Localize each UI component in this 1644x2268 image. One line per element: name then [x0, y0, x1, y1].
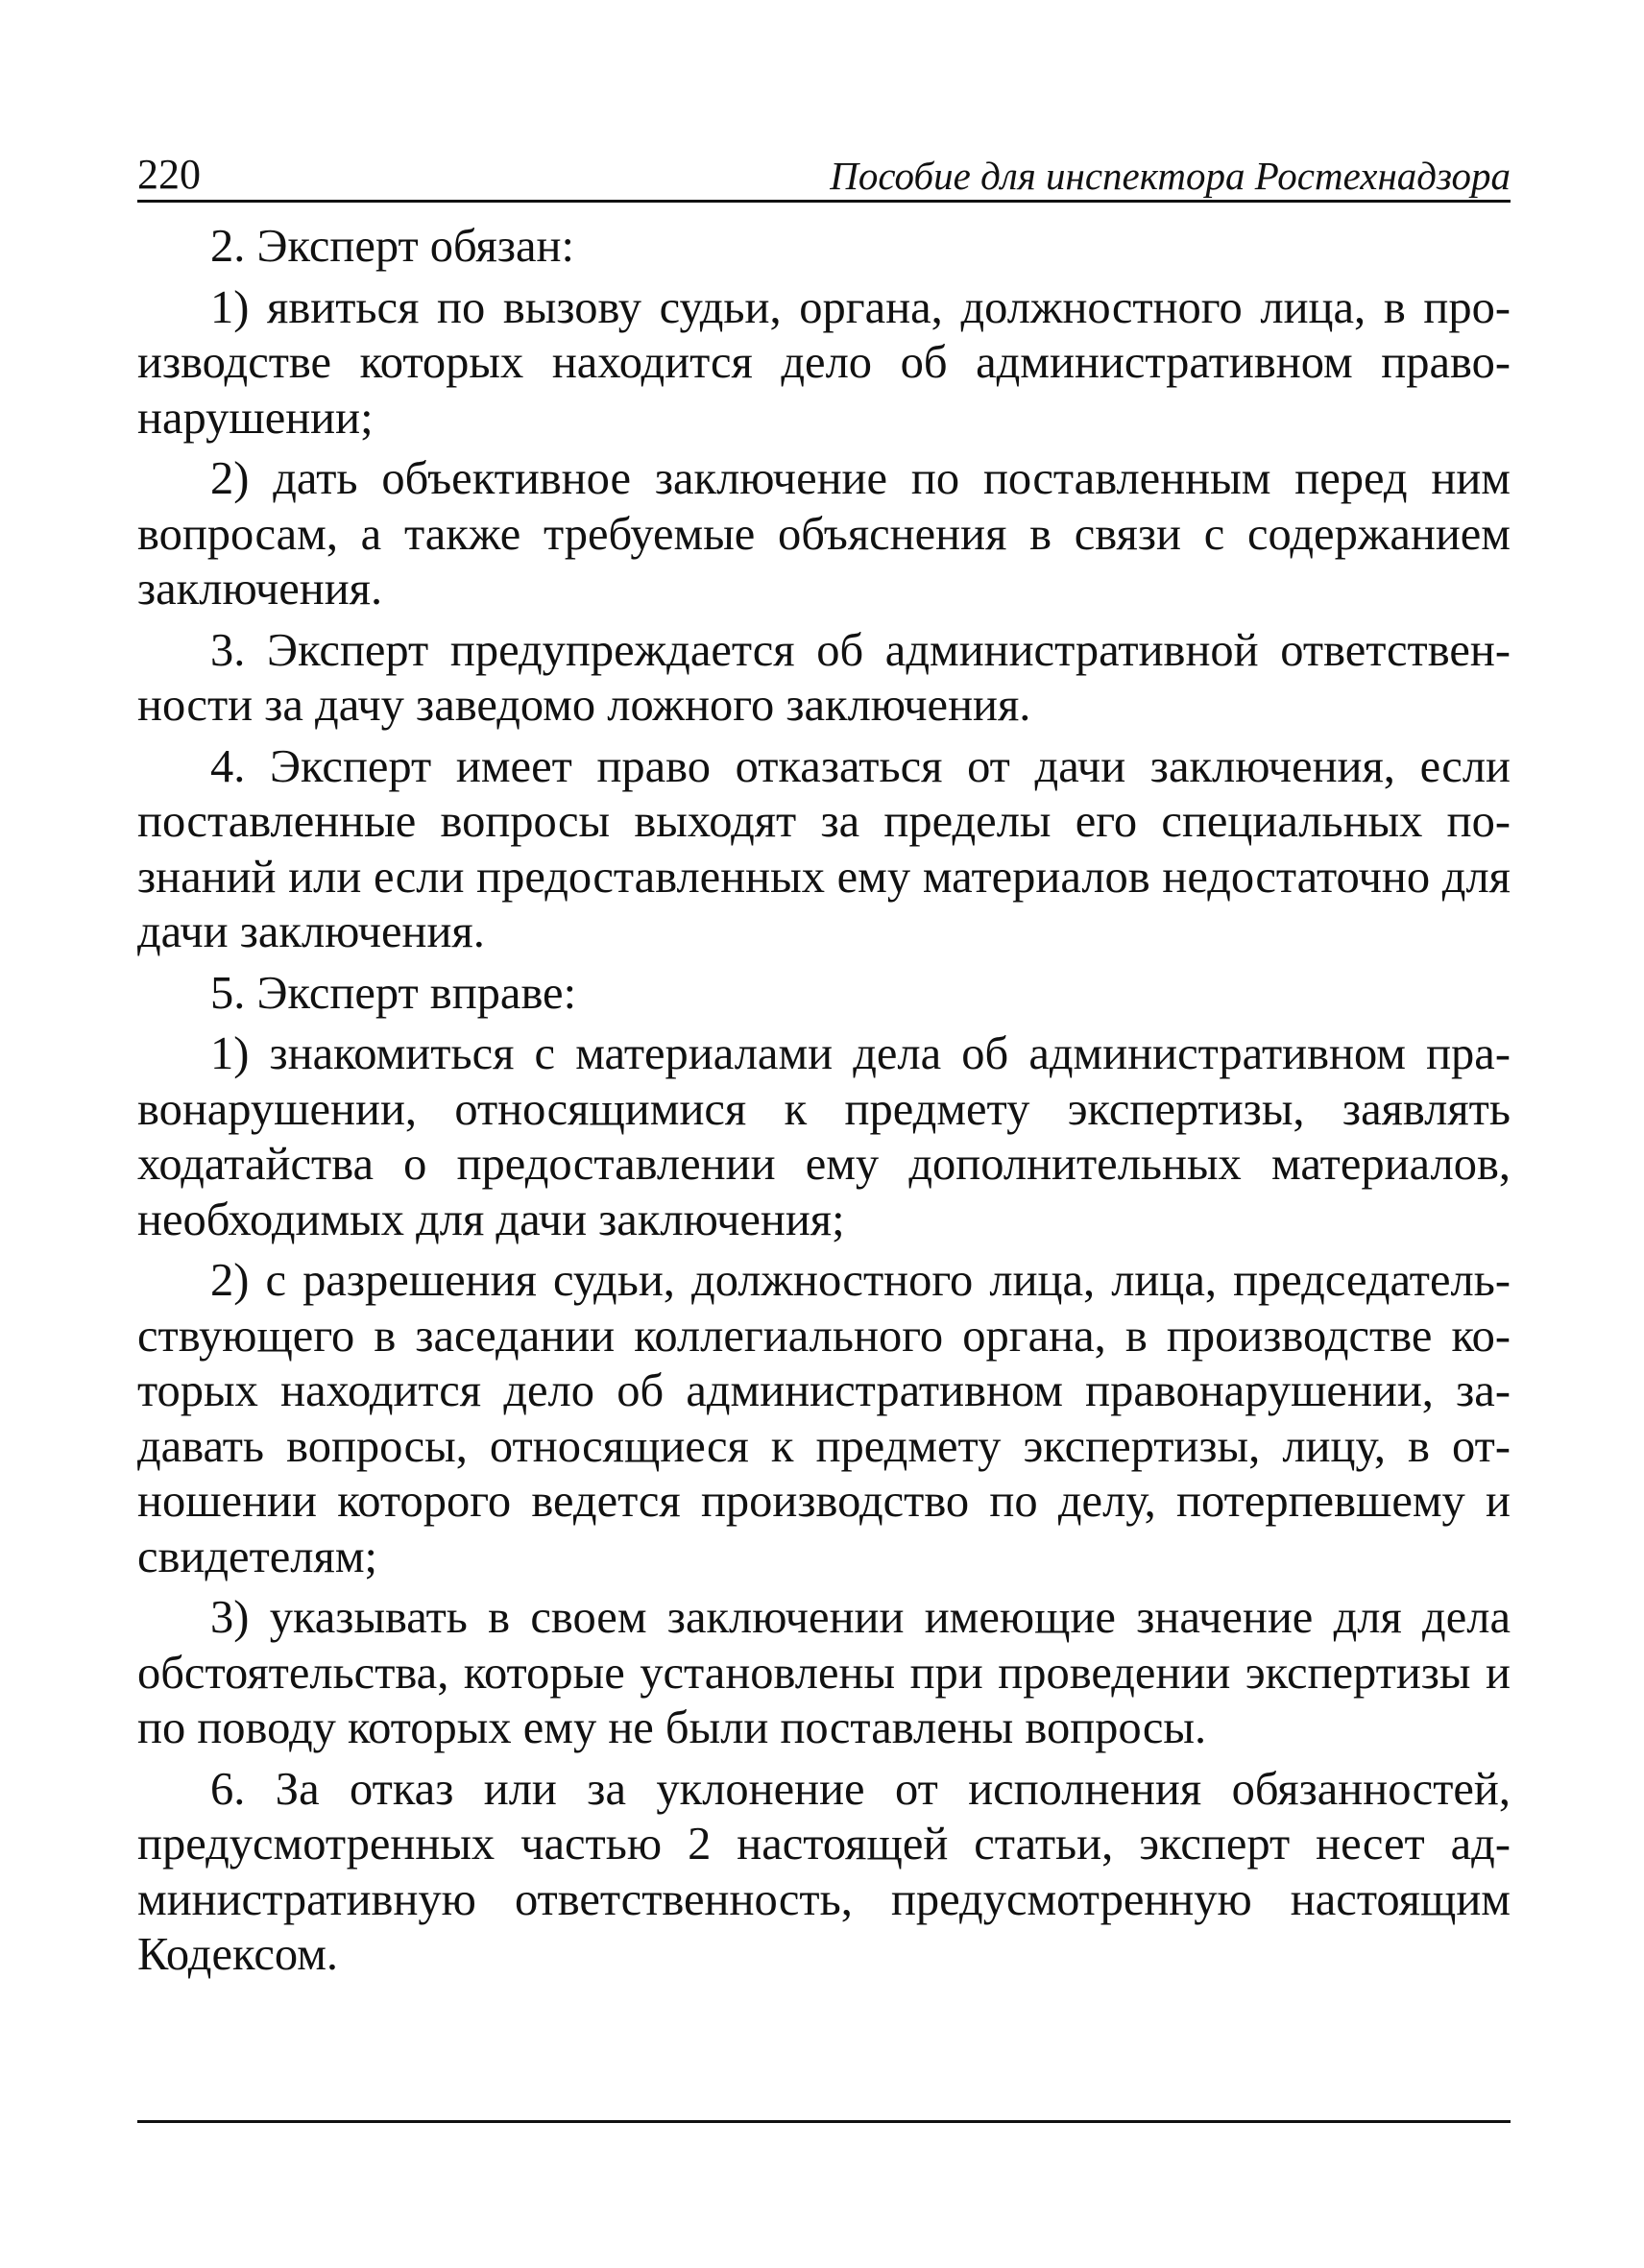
running-title: Пособие для инспектора Ростехнадзора: [830, 154, 1511, 198]
paragraph-2-expert-obliged: 2. Эксперт обязан:: [210, 221, 574, 272]
paragraph-2-2-conclusion: 2) дать объективное заключение по поставленным перед ним вопросам, а также требуемые объяснения в связи с содержанием заключения.: [137, 453, 1511, 615]
paragraph-5-3-circumstances: 3) указывать в своем заключении имеющие значение для дела обстоятельства, которые установлены при проведении экспертизы и по поводу которых ему не были поставлены вопросы.: [137, 1592, 1511, 1753]
paragraph-6-liability: 6. За отказ или за уклонение от исполнения обязанностей, предусмотренных частью 2 настоящей статьи, эксперт несет административную ответственность, предусмотренную настоящим Кодексом.: [137, 1763, 1511, 1980]
page-number: 220: [137, 151, 201, 198]
body-text: [137, 219, 1511, 1989]
paragraph-3-warning: 3. Эксперт предупреждается об административной ответственности за дачу заведомо ложного заключения.: [137, 624, 1511, 731]
page-header: [137, 144, 1511, 203]
paragraph-2-1-appear: 1) явиться по вызову судьи, органа, должностного лица, в производстве которых находится дело об административном правонарушении;: [137, 281, 1511, 444]
paragraph-4-right-to-refuse: 4. Эксперт имеет право отказаться от дачи заключения, если поставленные вопросы выходят за пределы его специальных познаний или если предоставленных ему материалов недостаточно для дачи заключения.: [137, 740, 1511, 957]
paragraph-5-1-materials: 1) знакомиться с материалами дела об административном правонарушении, относящимися к предмету экспертизы, заявлять ходатайства о предоставлении ему дополнительных материалов, необходимых для дачи заключения;: [137, 1028, 1511, 1245]
paragraph-5-expert-entitled: 5. Эксперт вправе:: [210, 967, 577, 1019]
paragraph-5-2-questions: 2) с разрешения судьи, должностного лица, лица, председательствующего в заседании коллегиального органа, в производстве которых находится дело об административном правонарушении, задавать вопросы, относящиеся к предмету экспертизы, лицу, в отношении которого ведется производство по делу, потерпевшему и свидетелям;: [137, 1255, 1511, 1582]
footer-rule: [137, 2120, 1511, 2123]
